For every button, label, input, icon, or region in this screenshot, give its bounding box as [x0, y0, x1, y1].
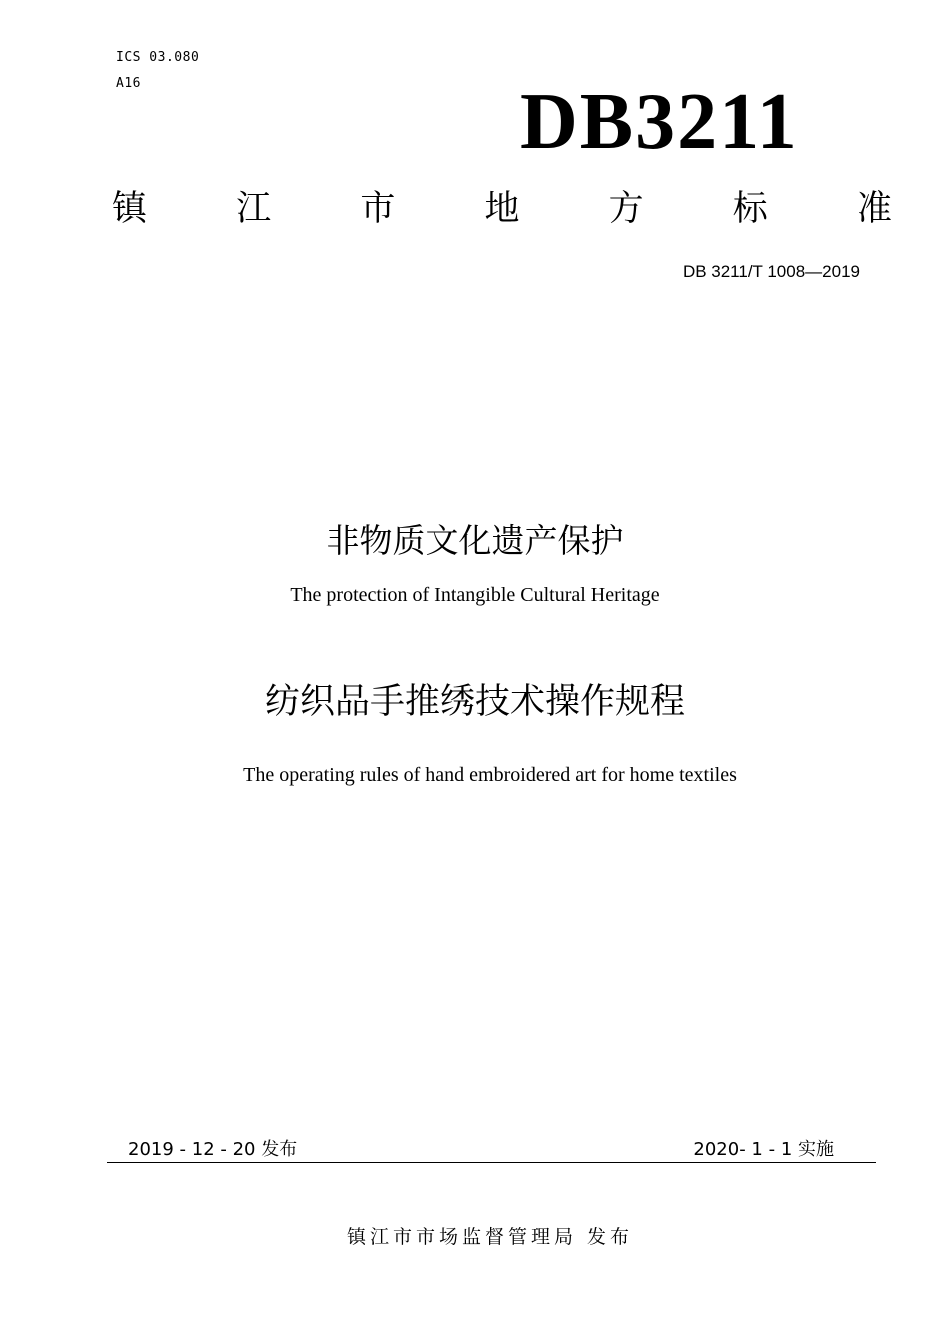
- standard-code-logo: DB3211: [520, 78, 799, 166]
- standard-number: DB 3211/T 1008—2019: [682, 262, 860, 281]
- standard-type-char: 标: [732, 189, 768, 229]
- standard-type-char: 市: [360, 189, 396, 229]
- standard-type-heading: [112, 184, 892, 234]
- standard-type-char: 地: [484, 189, 520, 229]
- ics-code: ICS 03.080: [116, 50, 200, 65]
- standard-type-char: 江: [236, 189, 272, 229]
- issue-date: 2019 - 12 - 20 发布: [128, 1139, 298, 1160]
- main-title-cn: 非物质文化遗产保护: [326, 521, 624, 560]
- standard-type-char: 准: [856, 189, 892, 229]
- footer-divider: [107, 1162, 876, 1163]
- sub-title-en: The operating rules of hand embroidered art for home textiles: [243, 764, 737, 786]
- standard-type-char: 方: [608, 189, 644, 229]
- issuer: 镇江市市场监督管理局 发布: [346, 1226, 634, 1248]
- sub-title-cn: 纺织品手推绣技术操作规程: [264, 682, 685, 722]
- main-title-en: The protection of Intangible Cultural Heritage: [290, 584, 660, 606]
- implementation-date: 2020- 1 - 1 实施: [693, 1139, 834, 1160]
- standard-type-char: 镇: [112, 189, 148, 229]
- classification-code: A16: [116, 76, 141, 91]
